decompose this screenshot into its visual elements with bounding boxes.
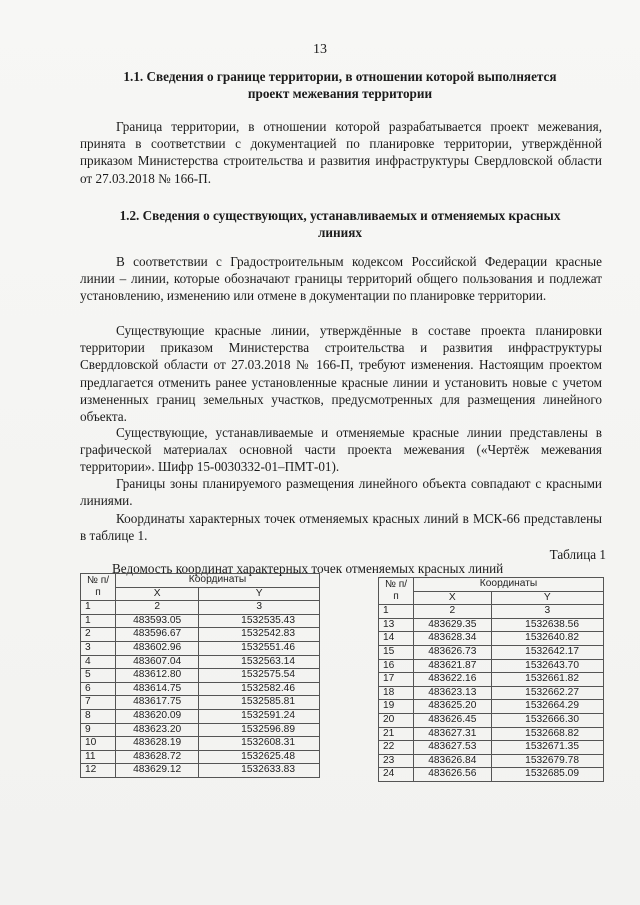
point-number-cell: 17 <box>379 673 414 687</box>
point-number-cell: 13 <box>379 618 414 632</box>
header-y: Y <box>491 591 603 605</box>
coord-y-cell: 1532596.89 <box>199 723 320 737</box>
coord-y-cell: 1532661.82 <box>491 673 603 687</box>
coordinates-table-right <box>378 577 604 782</box>
table-row <box>81 641 320 655</box>
table-row <box>379 686 604 700</box>
coord-x-cell: 483628.34 <box>414 632 492 646</box>
coord-x-cell: 483596.67 <box>116 628 199 642</box>
point-number-cell: 3 <box>81 641 116 655</box>
table-title: Ведомость координат характерных точек отменяемых красных линий <box>112 561 504 576</box>
coord-x-cell: 483593.05 <box>116 614 199 628</box>
coord-x-cell: 483628.19 <box>116 737 199 751</box>
section-1-1-heading-line1: 1.1. Сведения о границе территории, в отношении которой выполняется <box>123 69 557 84</box>
table-row <box>81 750 320 764</box>
coord-x-cell: 483628.72 <box>116 750 199 764</box>
table-row <box>81 696 320 710</box>
table-caption: Таблица 1 <box>549 547 606 562</box>
point-number-cell: 6 <box>81 682 116 696</box>
coord-y-cell: 1532551.46 <box>199 641 320 655</box>
coord-x-cell: 483602.96 <box>116 641 199 655</box>
table-row <box>379 700 604 714</box>
header-y: Y <box>199 587 320 601</box>
table-header-row <box>81 587 320 601</box>
section-1-2-heading-line2: линиях <box>318 225 362 240</box>
coord-x-cell: 483617.75 <box>116 696 199 710</box>
point-number-cell: 24 <box>379 768 414 782</box>
section-1-1-heading-line2: проект межевания территории <box>247 86 433 101</box>
point-number-cell: 16 <box>379 659 414 673</box>
coordinates-table-left <box>80 573 320 778</box>
coord-y-cell: 1532671.35 <box>491 741 603 755</box>
coord-x-cell: 483621.87 <box>414 659 492 673</box>
coord-y-cell: 1532638.56 <box>491 618 603 632</box>
index-cell: 3 <box>491 605 603 619</box>
point-number-cell: 21 <box>379 727 414 741</box>
coord-x-cell: 483627.31 <box>414 727 492 741</box>
point-number-cell: 10 <box>81 737 116 751</box>
page-number: 13 <box>313 42 327 57</box>
table-body <box>81 614 320 777</box>
coord-y-cell: 1532575.54 <box>199 669 320 683</box>
point-number-cell: 9 <box>81 723 116 737</box>
table-row <box>379 645 604 659</box>
point-number-cell: 20 <box>379 713 414 727</box>
coord-y-cell: 1532685.09 <box>491 768 603 782</box>
coord-y-cell: 1532640.82 <box>491 632 603 646</box>
coord-x-cell: 483626.45 <box>414 713 492 727</box>
section-1-2-paragraph-2: Существующие красные линии, утверждённые в составе проекта планировки территории приказом Министерства строительства и развития инфраструктуры Свердловской области от 27.03.2018 № 166-П, требуют изменения. Настоящим проектом предлагается отменить ранее установленные красные линии и установить новые с учетом измененных границ земельных участков, предусмотренных для размещения линейного объекта. <box>80 323 602 425</box>
section-1-2-paragraph-5: Координаты характерных точек отменяемых красных линий в МСК-66 представлены в таблице 1. <box>80 511 602 544</box>
coord-y-cell: 1532591.24 <box>199 709 320 723</box>
header-coords: Координаты <box>116 574 320 588</box>
header-x: X <box>414 591 492 605</box>
section-1-2-heading-line1: 1.2. Сведения о существующих, устанавливаемых и отменяемых красных <box>119 208 561 223</box>
coord-y-cell: 1532668.82 <box>491 727 603 741</box>
section-1-1-paragraph: Граница территории, в отношении которой разрабатывается проект межевания, принята в соответствии с документацией по планировке территории, утверждённой приказом Министерства строительства и развития инфраструктуры Свердловской области от 27.03.2018 № 166-П. <box>80 119 602 186</box>
table-index-row <box>81 601 320 615</box>
coord-x-cell: 483626.56 <box>414 768 492 782</box>
table-header-row <box>379 578 604 592</box>
coord-x-cell: 483623.13 <box>414 686 492 700</box>
table-row <box>81 764 320 778</box>
section-1-2-paragraph-1: В соответствии с Градостроительным кодексом Российской Федерации красные линии – линии, которые обозначают границы территорий общего пользования и подлежат установлению, изменению или отмене в документации по планировке территории. <box>80 254 602 304</box>
coord-x-cell: 483614.75 <box>116 682 199 696</box>
section-1-2-heading <box>80 207 600 241</box>
coord-y-cell: 1532542.83 <box>199 628 320 642</box>
coord-y-cell: 1532679.78 <box>491 754 603 768</box>
table-row <box>379 673 604 687</box>
coord-x-cell: 483625.20 <box>414 700 492 714</box>
coord-x-cell: 483629.12 <box>116 764 199 778</box>
index-cell: 1 <box>81 601 116 615</box>
table-row <box>379 632 604 646</box>
table-row <box>379 754 604 768</box>
coord-x-cell: 483607.04 <box>116 655 199 669</box>
table-row <box>379 727 604 741</box>
coord-x-cell: 483629.35 <box>414 618 492 632</box>
coord-y-cell: 1532625.48 <box>199 750 320 764</box>
coord-x-cell: 483623.20 <box>116 723 199 737</box>
coord-y-cell: 1532643.70 <box>491 659 603 673</box>
coord-x-cell: 483620.09 <box>116 709 199 723</box>
table-row <box>81 669 320 683</box>
table-index-row <box>379 605 604 619</box>
point-number-cell: 8 <box>81 709 116 723</box>
point-number-cell: 19 <box>379 700 414 714</box>
table-row <box>81 723 320 737</box>
section-1-2-paragraph-3: Существующие, устанавливаемые и отменяемые красные линии представлены в графической материалах основной части проекта межевания («Чертёж межевания территории». Шифр 15-0030332-01–ПМТ-01). <box>80 425 602 475</box>
coord-y-cell: 1532582.46 <box>199 682 320 696</box>
index-cell: 2 <box>116 601 199 615</box>
point-number-cell: 7 <box>81 696 116 710</box>
index-cell: 1 <box>379 605 414 619</box>
table-row <box>379 768 604 782</box>
point-number-cell: 4 <box>81 655 116 669</box>
coord-x-cell: 483626.73 <box>414 645 492 659</box>
point-number-cell: 5 <box>81 669 116 683</box>
header-coords: Координаты <box>414 578 604 592</box>
table-row <box>379 659 604 673</box>
index-cell: 3 <box>199 601 320 615</box>
table-row <box>81 628 320 642</box>
coord-y-cell: 1532662.27 <box>491 686 603 700</box>
table-row <box>81 655 320 669</box>
table-row <box>379 618 604 632</box>
section-1-2-paragraph-4: Границы зоны планируемого размещения линейного объекта совпадают с красными линиями. <box>80 476 602 509</box>
coord-y-cell: 1532666.30 <box>491 713 603 727</box>
table-row <box>379 741 604 755</box>
coord-x-cell: 483627.53 <box>414 741 492 755</box>
point-number-cell: 23 <box>379 754 414 768</box>
coord-y-cell: 1532608.31 <box>199 737 320 751</box>
point-number-cell: 15 <box>379 645 414 659</box>
table-header-row <box>81 574 320 588</box>
point-number-cell: 2 <box>81 628 116 642</box>
coord-y-cell: 1532642.17 <box>491 645 603 659</box>
index-cell: 2 <box>414 605 492 619</box>
point-number-cell: 14 <box>379 632 414 646</box>
coord-x-cell: 483622.16 <box>414 673 492 687</box>
table-row <box>81 709 320 723</box>
point-number-cell: 1 <box>81 614 116 628</box>
table-body <box>379 618 604 781</box>
table-row <box>379 713 604 727</box>
section-1-1-heading <box>80 68 600 102</box>
coord-y-cell: 1532585.81 <box>199 696 320 710</box>
point-number-cell: 18 <box>379 686 414 700</box>
header-num: № п/п <box>379 578 414 605</box>
coord-x-cell: 483626.84 <box>414 754 492 768</box>
table-row <box>81 614 320 628</box>
point-number-cell: 22 <box>379 741 414 755</box>
table-row <box>81 682 320 696</box>
header-num: № п/п <box>81 574 116 601</box>
table-row <box>81 737 320 751</box>
coord-x-cell: 483612.80 <box>116 669 199 683</box>
coord-y-cell: 1532535.43 <box>199 614 320 628</box>
header-x: X <box>116 587 199 601</box>
coord-y-cell: 1532664.29 <box>491 700 603 714</box>
coord-y-cell: 1532563.14 <box>199 655 320 669</box>
point-number-cell: 11 <box>81 750 116 764</box>
coord-y-cell: 1532633.83 <box>199 764 320 778</box>
point-number-cell: 12 <box>81 764 116 778</box>
